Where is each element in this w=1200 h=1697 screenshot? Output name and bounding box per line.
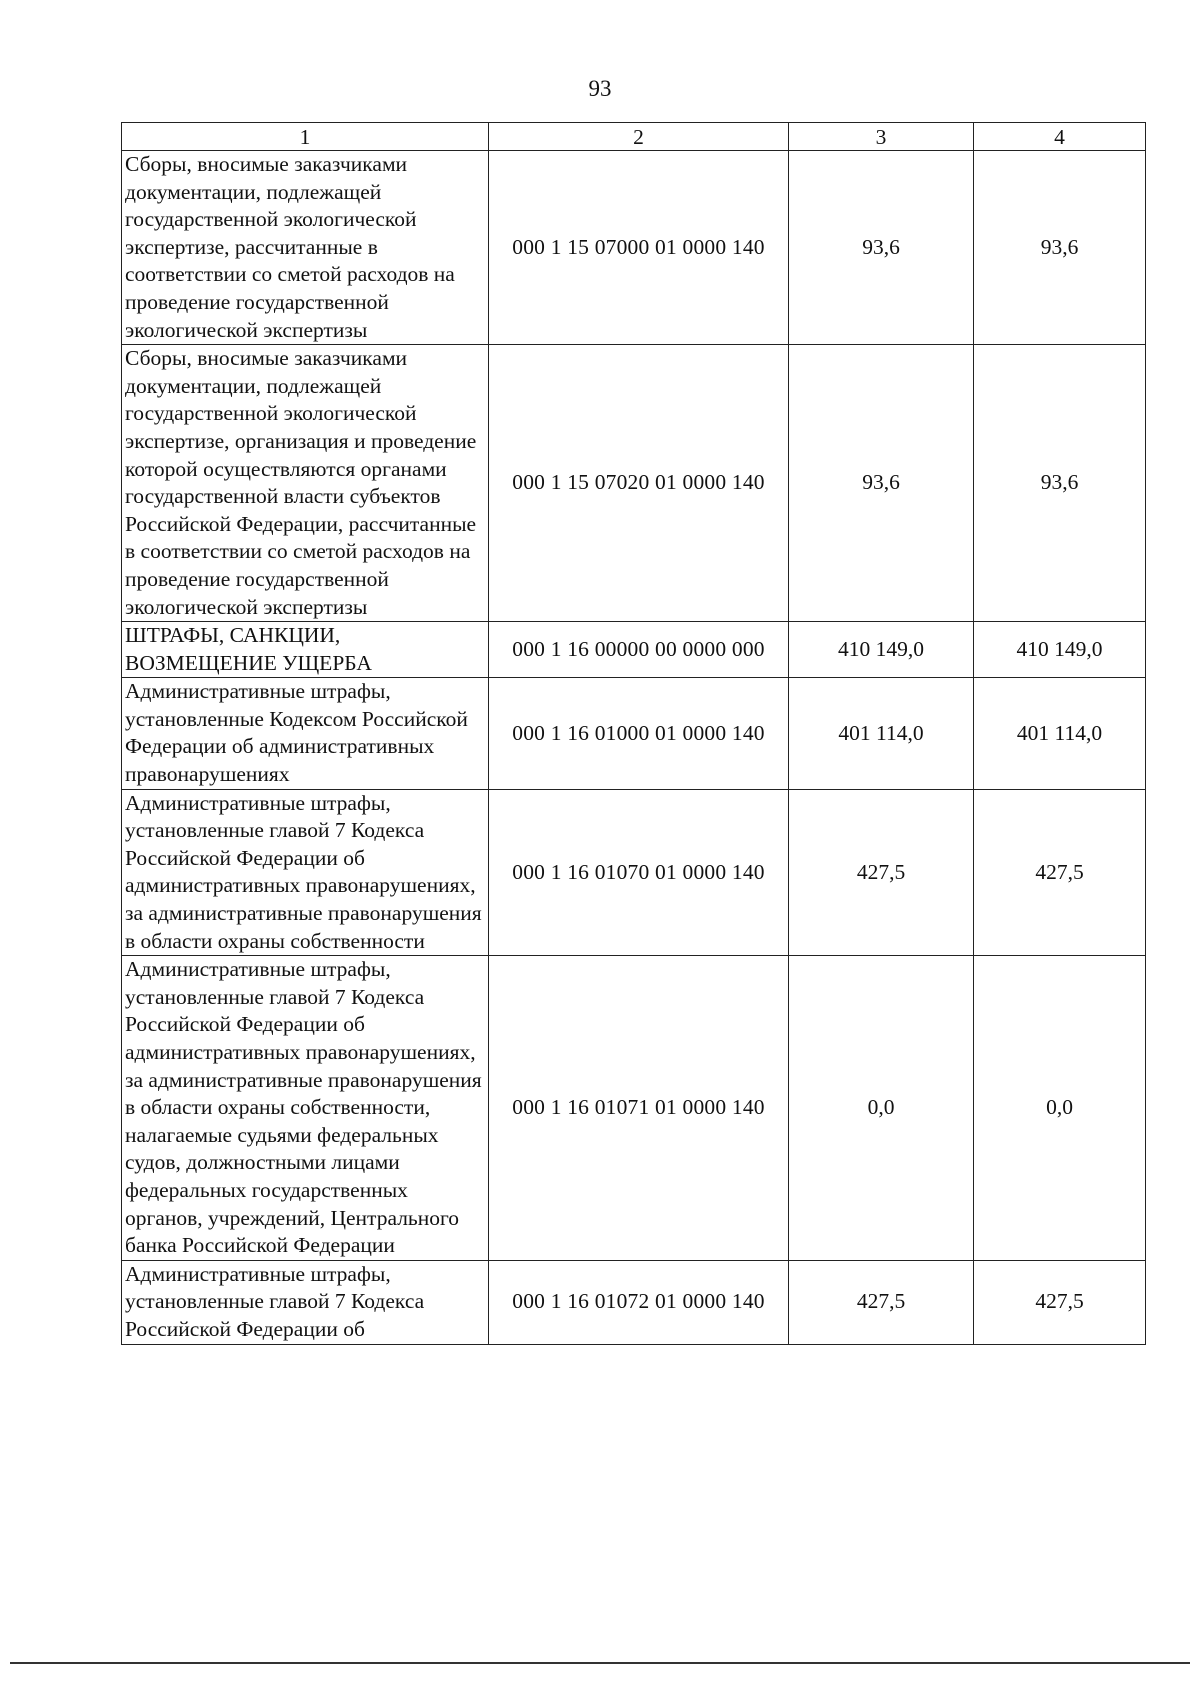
row-name-cell: Административные штрафы, установленные главой 7 Кодекса Российской Федерации об [122, 1260, 489, 1344]
table-row [122, 789, 1146, 956]
column-header-2: 2 [489, 123, 789, 151]
table-row [122, 956, 1146, 1261]
column-header-3: 3 [789, 123, 974, 151]
table-row [122, 345, 1146, 622]
column-header-1: 1 [122, 123, 489, 151]
column-header-4: 4 [974, 123, 1146, 151]
row-value-3-cell: 427,5 [789, 1260, 974, 1344]
row-value-4-cell: 427,5 [974, 789, 1146, 956]
row-value-4-cell: 0,0 [974, 956, 1146, 1261]
table-row [122, 678, 1146, 789]
row-name-cell: Административные штрафы, установленные главой 7 Кодекса Российской Федерации об административных правонарушениях, за административные правонарушения в области охраны собственности, налагаемые судьями федеральных судов, должностными лицами федеральных государственных органов, учреждений, Центрального банка Российской Федерации [122, 956, 489, 1261]
row-value-3-cell: 401 114,0 [789, 678, 974, 789]
row-value-4-cell: 93,6 [974, 151, 1146, 345]
page-number: 93 [588, 76, 612, 101]
row-name-cell: Сборы, вносимые заказчиками документации, подлежащей государственной экологической экспертизе, рассчитанные в соответствии со сметой расходов на проведение государственной экологической экспертизы [122, 151, 489, 345]
row-code-cell: 000 1 16 01071 01 0000 140 [489, 956, 789, 1261]
row-name-cell: ШТРАФЫ, САНКЦИИ, ВОЗМЕЩЕНИЕ УЩЕРБА [122, 622, 489, 678]
row-code-cell: 000 1 16 00000 00 0000 000 [489, 622, 789, 678]
row-code-cell: 000 1 15 07020 01 0000 140 [489, 345, 789, 622]
row-value-3-cell: 93,6 [789, 345, 974, 622]
page-bottom-rule [10, 1662, 1190, 1664]
row-code-cell: 000 1 16 01070 01 0000 140 [489, 789, 789, 956]
row-code-cell: 000 1 16 01072 01 0000 140 [489, 1260, 789, 1344]
row-code-cell: 000 1 16 01000 01 0000 140 [489, 678, 789, 789]
row-value-3-cell: 0,0 [789, 956, 974, 1261]
row-value-3-cell: 427,5 [789, 789, 974, 956]
row-value-4-cell: 427,5 [974, 1260, 1146, 1344]
table-row [122, 622, 1146, 678]
budget-table [121, 122, 1146, 1345]
row-code-cell: 000 1 15 07000 01 0000 140 [489, 151, 789, 345]
row-value-4-cell: 410 149,0 [974, 622, 1146, 678]
table-row [122, 1260, 1146, 1344]
row-value-4-cell: 401 114,0 [974, 678, 1146, 789]
table-header-row [122, 123, 1146, 151]
row-value-4-cell: 93,6 [974, 345, 1146, 622]
row-name-cell: Административные штрафы, установленные главой 7 Кодекса Российской Федерации об административных правонарушениях, за административные правонарушения в области охраны собственности [122, 789, 489, 956]
row-name-cell: Сборы, вносимые заказчиками документации, подлежащей государственной экологической экспертизе, организация и проведение которой осуществляются органами государственной власти субъектов Российской Федерации, рассчитанные в соответствии со сметой расходов на проведение государственной экологической экспертизы [122, 345, 489, 622]
row-value-3-cell: 410 149,0 [789, 622, 974, 678]
row-name-cell: Административные штрафы, установленные Кодексом Российской Федерации об административных правонарушениях [122, 678, 489, 789]
table-row [122, 151, 1146, 345]
row-value-3-cell: 93,6 [789, 151, 974, 345]
